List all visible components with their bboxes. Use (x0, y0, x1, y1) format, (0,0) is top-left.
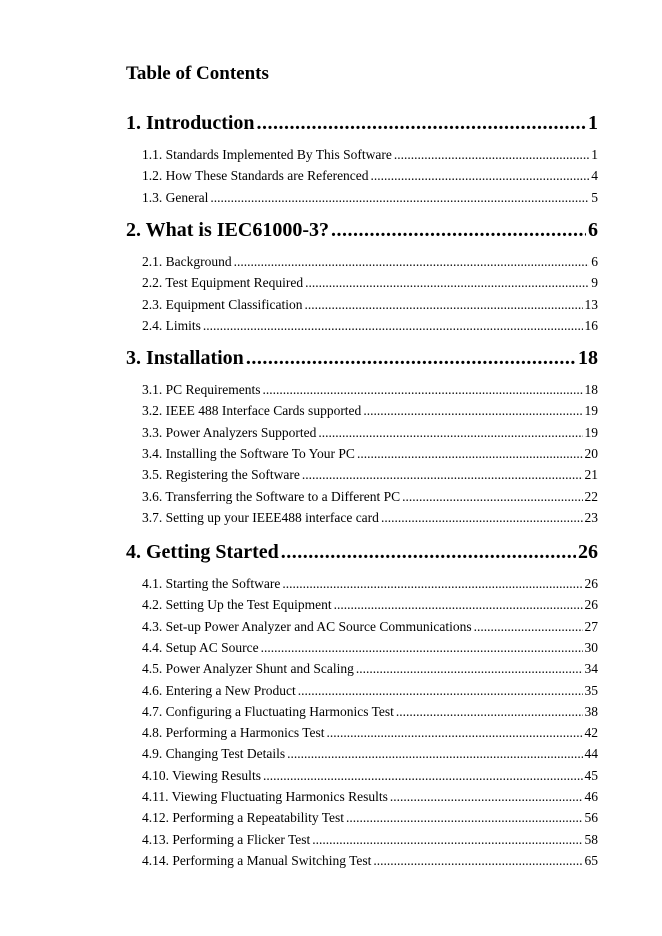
dot-leader (234, 253, 590, 271)
toc-section-4-11[interactable] (142, 788, 598, 806)
section-page-number: 58 (584, 831, 598, 847)
dot-leader (474, 618, 583, 636)
section-title: 3.5. Registering the Software (142, 467, 300, 483)
section-title: 3.3. Power Analyzers Supported (142, 424, 317, 440)
toc-chapter-2[interactable] (126, 217, 598, 243)
toc-section-3-5[interactable] (142, 466, 598, 484)
section-title: 2.2. Test Equipment Required (142, 275, 304, 291)
dot-leader (327, 724, 583, 742)
dot-leader (246, 345, 576, 371)
section-title: 3.1. PC Requirements (142, 382, 261, 397)
chapter-title: 2. What is IEC61000-3? (126, 219, 329, 241)
toc-title: Table of Contents (126, 63, 269, 84)
section-page-number: 26 (584, 597, 598, 613)
section-page-number: 30 (584, 639, 598, 655)
toc-section-4-9[interactable] (142, 745, 598, 763)
dot-leader (312, 831, 582, 849)
toc-section-4-3[interactable] (142, 618, 598, 636)
section-page-number: 19 (584, 403, 598, 419)
section-page-number: 26 (584, 576, 598, 591)
section-title: 3.7. Setting up your IEEE488 interface card (142, 509, 379, 525)
dot-leader (396, 703, 583, 721)
dot-leader (203, 317, 583, 335)
dot-leader (381, 509, 583, 527)
toc-section-3-4[interactable] (142, 445, 598, 463)
section-page-number: 20 (584, 445, 598, 461)
toc-section-4-1[interactable] (142, 575, 598, 593)
dot-leader (318, 424, 582, 442)
section-page-number: 22 (584, 488, 598, 504)
toc-section-1-1[interactable] (142, 146, 598, 164)
chapter-page-number: 26 (578, 541, 598, 563)
section-title: 3.4. Installing the Software To Your PC (142, 445, 355, 461)
section-title: 3.6. Transferring the Software to a Different PC (142, 488, 401, 504)
toc-section-3-3[interactable] (142, 424, 598, 442)
dot-leader (263, 767, 583, 785)
chapter-page-number: 6 (588, 219, 598, 241)
dot-leader (261, 639, 583, 657)
section-page-number: 4 (591, 168, 598, 184)
toc-section-2-3[interactable] (142, 296, 598, 314)
toc-section-4-6[interactable] (142, 682, 598, 700)
dot-leader (373, 852, 582, 870)
dot-leader (287, 745, 582, 763)
toc-section-3-2[interactable] (142, 402, 598, 420)
section-title: 1.2. How These Standards are Referenced (142, 168, 369, 184)
toc-chapter-1[interactable] (126, 110, 598, 136)
dot-leader (394, 146, 589, 164)
section-title: 4.11. Viewing Fluctuating Harmonics Results (142, 789, 388, 804)
section-title: 1.3. General (142, 189, 209, 205)
toc-section-4-12[interactable] (142, 809, 598, 827)
section-page-number: 42 (584, 725, 598, 741)
section-page-number: 19 (584, 424, 598, 440)
dot-leader (263, 381, 583, 399)
toc-section-4-14[interactable] (142, 852, 598, 870)
section-title: 4.12. Performing a Repeatability Test (142, 810, 345, 826)
toc-section-4-13[interactable] (142, 831, 598, 849)
toc-section-4-5[interactable] (142, 660, 598, 678)
section-page-number: 5 (591, 189, 598, 205)
section-page-number: 44 (584, 746, 598, 762)
section-page-number: 34 (584, 661, 598, 677)
section-page-number: 65 (584, 852, 598, 868)
section-title: 4.14. Performing a Manual Switching Test (142, 852, 372, 868)
section-title: 1.1. Standards Implemented By This Software (142, 147, 392, 162)
dot-leader (357, 445, 583, 463)
dot-leader (334, 596, 583, 614)
toc-section-1-2[interactable] (142, 167, 598, 185)
dot-leader (304, 296, 582, 314)
toc-section-2-4[interactable] (142, 317, 598, 335)
toc-section-3-6[interactable] (142, 488, 598, 506)
toc-section-4-2[interactable] (142, 596, 598, 614)
section-page-number: 56 (584, 810, 598, 826)
dot-leader (402, 488, 582, 506)
toc-section-1-3[interactable] (142, 189, 598, 207)
toc-section-4-10[interactable] (142, 767, 598, 785)
section-title: 2.4. Limits (142, 317, 201, 333)
section-title: 4.7. Configuring a Fluctuating Harmonics Test (142, 703, 394, 719)
dot-leader (363, 402, 582, 420)
dot-leader (346, 809, 582, 827)
chapter-page-number: 18 (578, 347, 598, 369)
section-page-number: 13 (584, 296, 598, 312)
section-page-number: 16 (584, 317, 598, 333)
dot-leader (331, 217, 586, 243)
section-title: 4.4. Setup AC Source (142, 639, 259, 655)
section-title: 4.5. Power Analyzer Shunt and Scaling (142, 661, 354, 677)
dot-leader (257, 110, 586, 136)
section-title: 4.3. Set-up Power Analyzer and AC Source Communications (142, 618, 472, 634)
dot-leader (356, 660, 583, 678)
section-page-number: 35 (584, 682, 598, 698)
toc-chapter-4[interactable] (126, 539, 598, 565)
dot-leader (390, 788, 583, 806)
chapter-title: 1. Introduction (126, 112, 255, 134)
dot-leader (281, 539, 576, 565)
section-title: 4.10. Viewing Results (142, 767, 261, 783)
section-title: 2.1. Background (142, 254, 232, 269)
dot-leader (298, 682, 583, 700)
chapter-page-number: 1 (588, 112, 598, 134)
toc-section-2-2[interactable] (142, 274, 598, 292)
toc-section-3-1[interactable] (142, 381, 598, 399)
dot-leader (210, 189, 589, 207)
toc-section-3-7[interactable] (142, 509, 598, 527)
section-page-number: 21 (584, 467, 598, 483)
dot-leader (302, 466, 583, 484)
section-title: 4.8. Performing a Harmonics Test (142, 725, 325, 741)
section-page-number: 18 (584, 382, 598, 397)
dot-leader (282, 575, 582, 593)
section-title: 4.1. Starting the Software (142, 576, 281, 591)
dot-leader (305, 274, 589, 292)
section-page-number: 38 (584, 703, 598, 719)
toc-section-4-8[interactable] (142, 724, 598, 742)
section-title: 3.2. IEEE 488 Interface Cards supported (142, 403, 362, 419)
toc-section-4-7[interactable] (142, 703, 598, 721)
section-page-number: 46 (584, 789, 598, 804)
section-page-number: 27 (584, 618, 598, 634)
toc-chapter-3[interactable] (126, 345, 598, 371)
section-title: 4.9. Changing Test Details (142, 746, 286, 762)
section-title: 2.3. Equipment Classification (142, 296, 303, 312)
chapter-title: 4. Getting Started (126, 541, 279, 563)
section-page-number: 6 (591, 254, 598, 269)
dot-leader (371, 167, 590, 185)
section-title: 4.2. Setting Up the Test Equipment (142, 597, 332, 613)
section-title: 4.6. Entering a New Product (142, 682, 296, 698)
chapter-title: 3. Installation (126, 347, 244, 369)
section-page-number: 45 (584, 767, 598, 783)
section-page-number: 23 (584, 509, 598, 525)
section-page-number: 1 (591, 147, 598, 162)
section-page-number: 9 (591, 275, 598, 291)
toc-section-2-1[interactable] (142, 253, 598, 271)
toc-section-4-4[interactable] (142, 639, 598, 657)
section-title: 4.13. Performing a Flicker Test (142, 831, 311, 847)
